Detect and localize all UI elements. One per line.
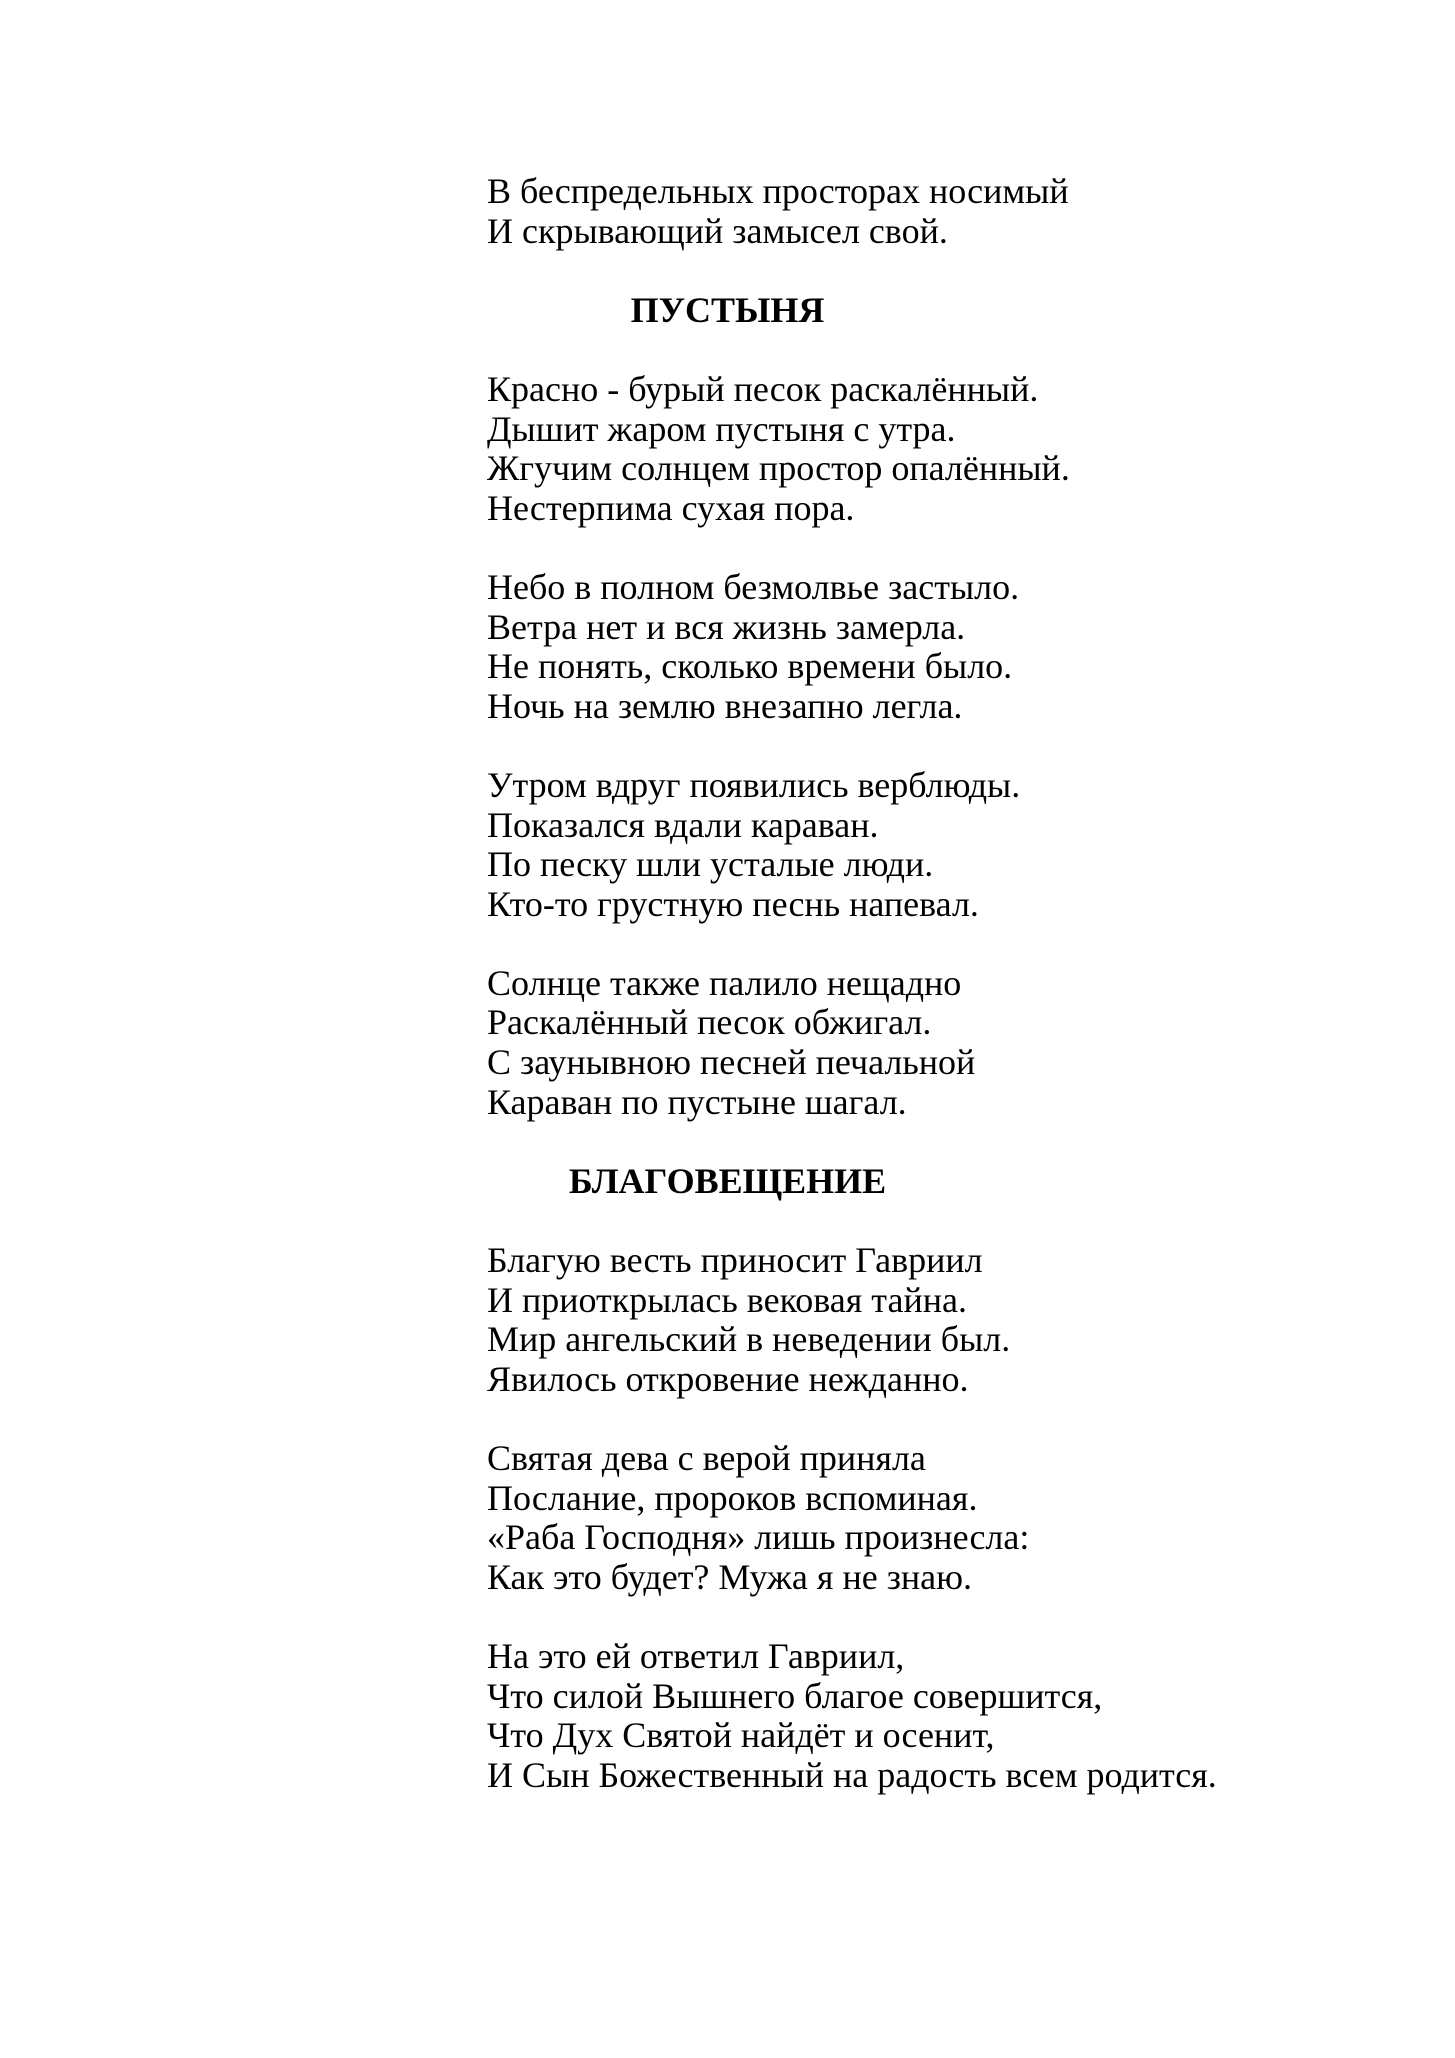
poem-line: Показался вдали караван. (487, 804, 879, 845)
blank-line (0, 251, 1455, 291)
blank-line (0, 1122, 1455, 1162)
poem-line: Красно - бурый песок раскалённый. (487, 368, 1039, 409)
poem-line: Нестерпима сухая пора. (487, 487, 855, 528)
poem-line: Мир ангельский в неведении был. (487, 1319, 1011, 1360)
poem-line: Утром вдруг появились верблюды. (487, 764, 1021, 805)
poem-line: По песку шли усталые люди. (487, 844, 934, 885)
intro-line: И скрывающий замысел свой. (487, 210, 948, 251)
poem-line: И приоткрылась вековая тайна. (487, 1279, 967, 1320)
blank-line (0, 1399, 1455, 1439)
poem-line: Жгучим солнцем простор опалённый. (487, 448, 1070, 489)
poem-line: Благую весть приносит Гавриил (487, 1240, 983, 1281)
poem-line: Явилось откровение нежданно. (487, 1358, 969, 1399)
blank-line (0, 924, 1455, 964)
poem-line: Солнце также палило нещадно (487, 962, 962, 1003)
poem-title-pustynya: ПУСТЫНЯ (630, 289, 825, 330)
blank-line (0, 1597, 1455, 1637)
poem-title-blagoveshchenie: БЛАГОВЕЩЕНИЕ (568, 1160, 887, 1201)
blank-line (0, 1201, 1455, 1241)
blank-line (0, 330, 1455, 370)
poem-line: Святая дева с верой приняла (487, 1438, 926, 1478)
poem-text-block (0, 172, 1455, 1795)
poem-line: Что Дух Святой найдёт и осенит, (487, 1715, 995, 1756)
poem-line: Раскалённый песок обжигал. (487, 1002, 932, 1043)
poem-line: Ночь на землю внезапно легла. (487, 685, 963, 726)
poem-line: Дышит жаром пустыня с утра. (487, 408, 956, 449)
poem-line: Кто-то грустную песнь напевал. (487, 883, 979, 924)
poem-line: Что силой Вышнего благое совершится, (487, 1675, 1103, 1716)
poem-line: Не понять, сколько времени было. (487, 646, 1013, 687)
poem-line: «Раба Господня» лишь произнесла: (487, 1517, 1030, 1558)
blank-line (0, 726, 1455, 766)
poem-line: И Сын Божественный на радость всем родится. (487, 1754, 1217, 1795)
intro-line: В беспредельных просторах носимый (487, 171, 1069, 211)
poem-line: С заунывною песней печальной (487, 1042, 976, 1083)
poem-line: Как это будет? Мужа я не знаю. (487, 1556, 973, 1597)
poem-line: Ветра нет и вся жизнь замерла. (487, 606, 966, 647)
poem-line: Караван по пустыне шагал. (487, 1081, 907, 1122)
poem-line: Послание, пророков вспоминая. (487, 1477, 978, 1518)
poem-line: На это ей ответил Гавриил, (487, 1635, 905, 1676)
poem-line: Небо в полном безмолвье застыло. (487, 566, 1020, 607)
blank-line (0, 528, 1455, 568)
